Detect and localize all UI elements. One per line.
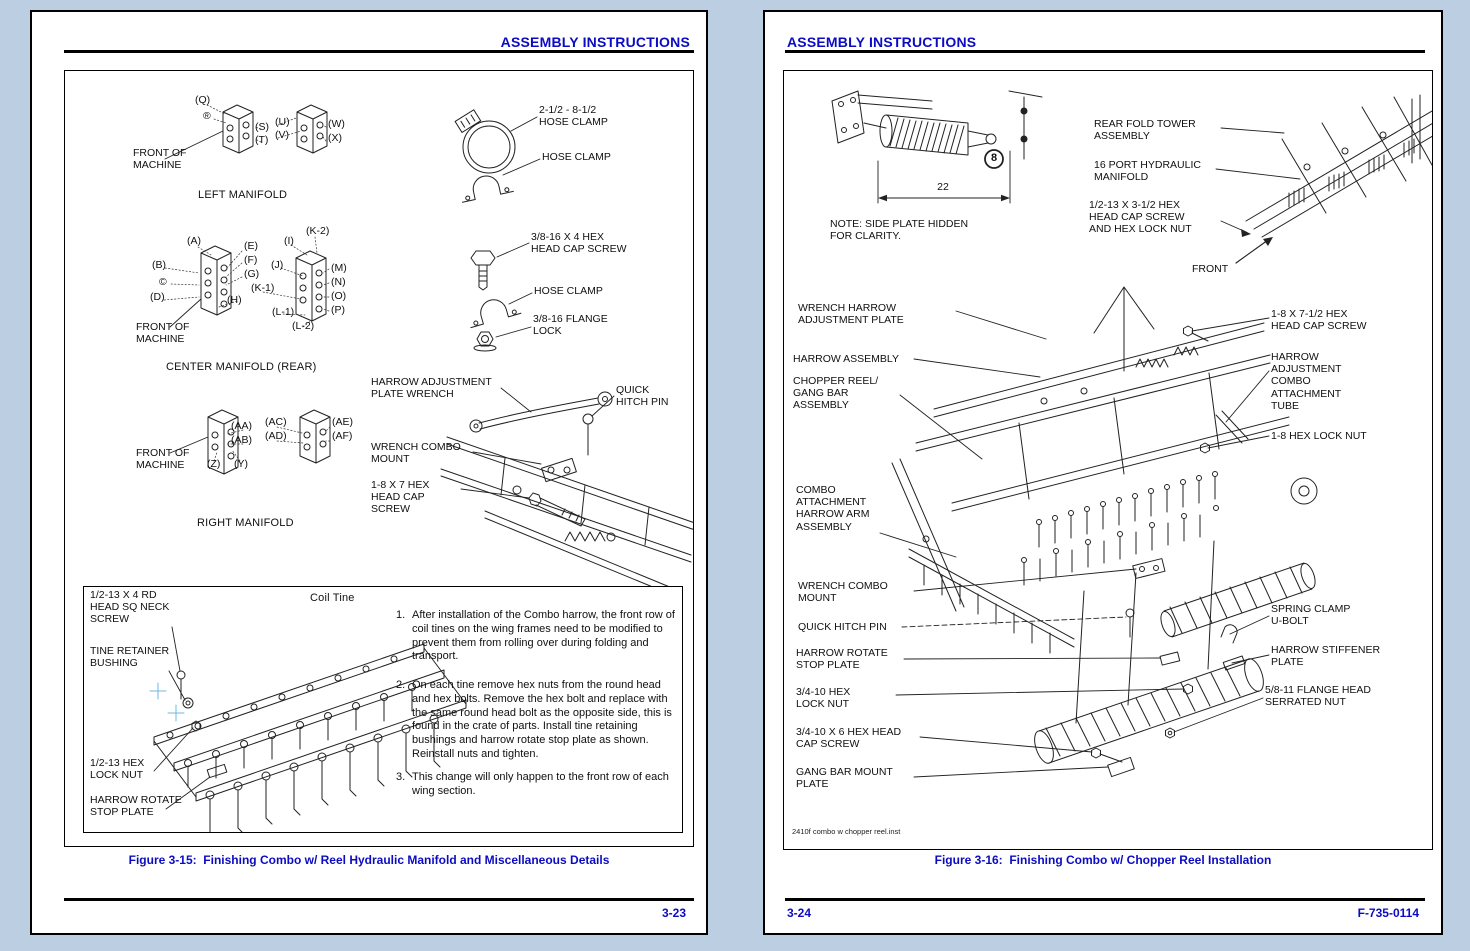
port-label: (V) (275, 129, 289, 141)
coil-tine-box (83, 586, 683, 833)
port-label: © (159, 276, 167, 288)
callout-marker-8: 8 (990, 152, 998, 164)
step-number: 1. (396, 609, 406, 621)
manifold-title: RIGHT MANIFOLD (197, 517, 294, 529)
coil-label-retainer-bushing: TINE RETAINER BUSHING (90, 645, 170, 670)
label-hex-lock-nut-34: 3/4-10 HEX LOCK NUT (796, 686, 851, 711)
port-label: (L-2) (292, 320, 315, 332)
instruction-step-3 (396, 771, 676, 799)
port-label: (G) (244, 268, 260, 280)
header-rule (64, 50, 694, 53)
footer-rule (64, 898, 694, 901)
step-text: On each tine remove hex nuts from the round head and hex bolts. Remove the hex bolt and replace with the same round head bolt as the opposite side, this is found in the crate of parts. Install tine retaining bushings and harrow rotate stop plate as shown. Reinstall nuts and tighten. (412, 679, 672, 760)
port-label: (H) (227, 294, 242, 306)
port-label: (L-1) (272, 306, 295, 318)
doc-number: F-735-0114 (1357, 906, 1419, 920)
port-label: ® (203, 110, 211, 122)
step-number: 2. (396, 679, 406, 691)
port-label: (P) (331, 304, 345, 316)
port-label: (I) (284, 235, 294, 247)
port-label: (A) (187, 235, 201, 247)
coil-tine-title: Coil Tine (310, 592, 355, 604)
manifold-title: CENTER MANIFOLD (REAR) (166, 361, 317, 373)
port-label: (E) (244, 240, 258, 252)
port-label: (AF) (332, 430, 353, 442)
label-harrow-assembly: HARROW ASSEMBLY (793, 353, 899, 365)
port-label: (F) (244, 254, 258, 266)
port-label: (B) (152, 259, 166, 271)
front-of-machine-label: FRONT OF MACHINE (136, 321, 190, 346)
label-chopper-reel: CHOPPER REEL/ GANG BAR ASSEMBLY (793, 375, 879, 412)
coil-label-sq-neck-screw: 1/2-13 X 4 RD HEAD SQ NECK SCREW (90, 589, 170, 626)
figure-3-15-caption: Figure 3-15: Finishing Combo w/ Reel Hydraulic Manifold and Miscellaneous Details (128, 853, 610, 867)
label-wrench-plate: WRENCH HARROW ADJUSTMENT PLATE (798, 302, 904, 327)
part-label-flange-lock: 3/8-16 FLANGE LOCK (533, 313, 608, 338)
header-rule (785, 50, 1425, 53)
port-label: (AE) (332, 416, 353, 428)
label-stiffener-plate: HARROW STIFFENER PLATE (1271, 644, 1381, 669)
label-cap-screw-18: 1-8 X 7-1/2 HEX HEAD CAP SCREW (1271, 308, 1367, 333)
front-of-machine-label: FRONT OF MACHINE (136, 447, 190, 472)
part-label-hex-cap-screw: 3/8-16 X 4 HEX HEAD CAP SCREW (531, 231, 627, 256)
page-number: 3-24 (787, 906, 812, 920)
part-label-wrench-combo-mount: WRENCH COMBO MOUNT (371, 441, 461, 466)
part-label-hose-clamp: HOSE CLAMP (542, 151, 611, 163)
label-cap-screw-locknut: 1/2-13 X 3-1/2 HEX HEAD CAP SCREW AND HEX LOCK NUT (1089, 199, 1192, 236)
label-port-manifold: 16 PORT HYDRAULIC MANIFOLD (1094, 159, 1201, 184)
footer-rule (785, 898, 1425, 901)
figure-3-15-box (64, 70, 694, 847)
step-text: After installation of the Combo harrow, the front row of coil tines on the wing frames need to be modified to prevent them from rolling over during folding and transport. (412, 609, 675, 663)
port-label: (Y) (234, 458, 248, 470)
note-label: NOTE: SIDE PLATE HIDDEN FOR CLARITY. (830, 218, 969, 243)
step-number: 3. (396, 771, 406, 783)
port-label: (K-1) (251, 282, 275, 294)
port-label: (D) (150, 291, 165, 303)
manual-page-right (763, 10, 1443, 935)
part-label-hose-clamp: HOSE CLAMP (534, 285, 603, 297)
page-header: ASSEMBLY INSTRUCTIONS (787, 34, 977, 50)
label-rear-fold-tower: REAR FOLD TOWER ASSEMBLY (1094, 118, 1196, 143)
port-label: (O) (331, 290, 347, 302)
front-of-machine-label: FRONT OF MACHINE (133, 147, 187, 172)
port-label: (AB) (231, 434, 252, 446)
label-spring-clamp: SPRING CLAMP U-BOLT (1271, 603, 1351, 628)
front-label: FRONT (1192, 263, 1229, 275)
instruction-step-2 (396, 679, 676, 762)
part-label-quick-hitch-pin: QUICK HITCH PIN (616, 384, 669, 409)
page-number: 3-23 (661, 906, 686, 920)
page-header: ASSEMBLY INSTRUCTIONS (500, 34, 690, 50)
label-cap-screw-34: 3/4-10 X 6 HEX HEAD CAP SCREW (796, 726, 902, 751)
manifold-title: LEFT MANIFOLD (198, 189, 288, 201)
label-wrench-mount: WRENCH COMBO MOUNT (798, 580, 888, 605)
part-label-plate-wrench: HARROW ADJUSTMENT PLATE WRENCH (371, 376, 492, 401)
label-hex-lock-nut-18: 1-8 HEX LOCK NUT (1271, 430, 1367, 442)
drawing-file-note: 2410f combo w chopper reel.inst (792, 827, 901, 836)
port-label: (M) (331, 262, 347, 274)
port-label: (Q) (195, 94, 211, 106)
label-combo-arm: COMBO ATTACHMENT HARROW ARM ASSEMBLY (796, 484, 870, 533)
label-rotate-stop: HARROW ROTATE STOP PLATE (796, 647, 888, 672)
manual-page-left (30, 10, 708, 935)
label-quick-hitch-pin: QUICK HITCH PIN (798, 621, 887, 633)
label-serrated-nut: 5/8-11 FLANGE HEAD SERRATED NUT (1265, 684, 1372, 709)
part-label-hose-clamp-large: 2-1/2 - 8-1/2 HOSE CLAMP (539, 104, 608, 129)
port-label: (AA) (231, 420, 252, 432)
port-label: (N) (331, 276, 346, 288)
port-label: (Z) (207, 458, 221, 470)
figure-3-16-caption: Figure 3-16: Finishing Combo w/ Chopper Reel Installation (934, 853, 1272, 867)
port-label: (X) (328, 132, 342, 144)
port-label: (AC) (265, 416, 287, 428)
label-gang-bar-mount: GANG BAR MOUNT PLATE (796, 766, 893, 791)
step-text: This change will only happen to the front row of each wing section. (412, 771, 669, 797)
instruction-step-1 (396, 609, 676, 664)
port-label: (W) (328, 118, 345, 130)
port-label: (K-2) (306, 225, 330, 237)
part-label-hex-cap-screw-2: 1-8 X 7 HEX HEAD CAP SCREW (371, 479, 430, 516)
port-label: (S) (255, 121, 269, 133)
coil-label-stop-plate: HARROW ROTATE STOP PLATE (90, 794, 182, 819)
port-label: (AD) (265, 430, 287, 442)
port-label: (J) (271, 259, 284, 271)
dimension-value: 22 (937, 181, 949, 193)
port-label: (T) (255, 134, 269, 146)
coil-label-lock-nut: 1/2-13 HEX LOCK NUT (90, 757, 145, 782)
port-label: (U) (275, 116, 290, 128)
label-adj-tube: HARROW ADJUSTMENT COMBO ATTACHMENT TUBE (1271, 351, 1342, 412)
figure-3-16-box (783, 70, 1433, 850)
